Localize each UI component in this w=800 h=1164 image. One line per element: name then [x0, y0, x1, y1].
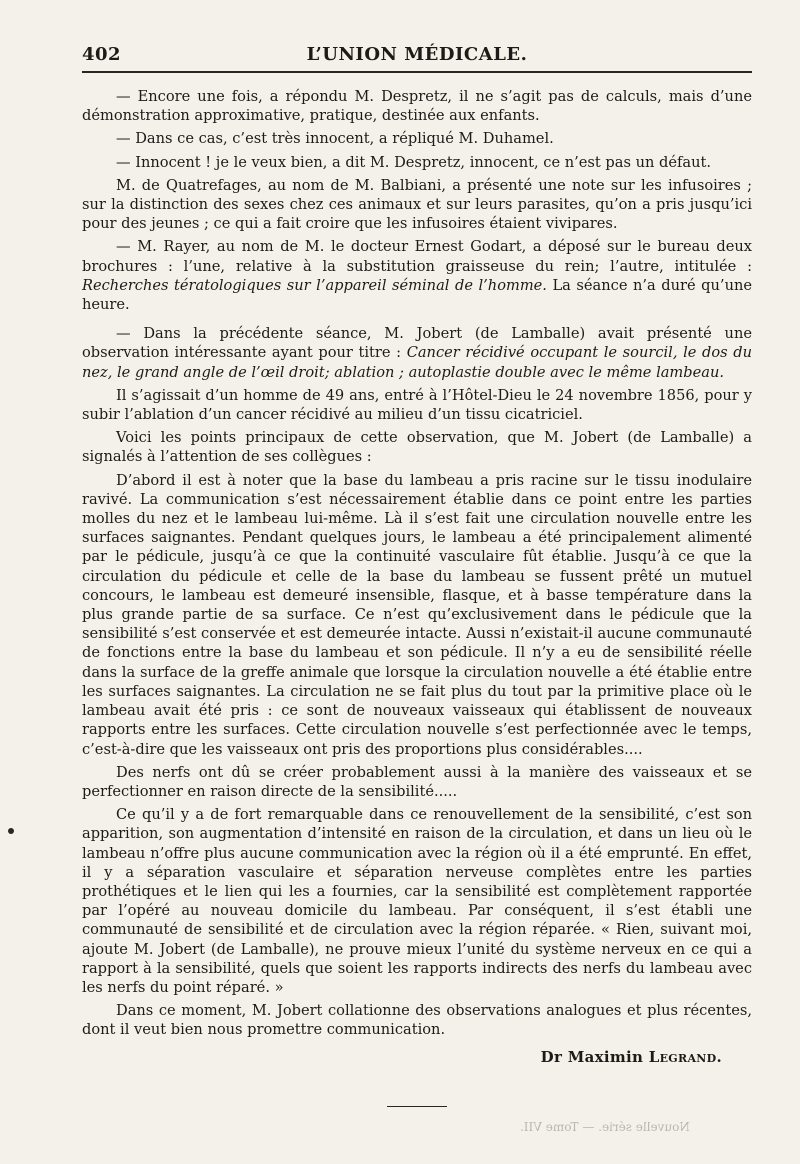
bleed-through-text: Nouvelle série. — Tome VII.: [520, 1120, 690, 1134]
page-number: 402: [82, 44, 122, 65]
paragraph: Voici les points principaux de cette observation, que M. Jobert (de Lamballe) a signalés à l’attention de ses collègues :: [82, 429, 752, 466]
author-signature: [82, 1048, 752, 1066]
paragraph: [82, 324, 752, 382]
paragraph-text: — M. Rayer, au nom de M. le docteur Ernest Godart, a déposé sur le bureau deux brochures : l’une, relative à la substitution graisseuse du rein; l’autre, intitulée :: [82, 238, 752, 275]
signature-name: Legrand.: [648, 1047, 722, 1066]
paragraph: D’abord il est à noter que la base du lambeau a pris racine sur le tissu inodulaire ravivé. La communication s’est nécessairement établie dans ce point entre les parties molles du nez et le lambeau lui-même. Là il s’est fait une circulation nouvelle entre les surfaces saignantes. Pendant quelques jours, le lambeau a été principalement alimenté par le pédicule, jusqu’à ce que la continuité vasculaire fût établie. Jusqu’à ce que la circulation du pédicule et celle de la base du lambeau se fussent prêté un mutuel concours, le lambeau est demeuré insensible, flasque, et à basse température dans la plus grande partie de sa surface. Ce n’est qu’exclusivement dans le pédicule que la sensibilité s’est conservée et est demeurée intacte. Aussi n’existait-il aucune communauté de fonctions entre la base du lambeau et son pédicule. Il n’y a eu de sensibilité réelle dans la surface de la greffe animale que lorsque la circulation nouvelle a été établie entre les surfaces saignantes. La circulation ne se fait plus du tout par la primitive place où le lambeau avait été pris : ce sont de nouveaux vaisseaux qui établissent de nouveaux rapports entre les surfaces. Cette circulation nouvelle s’est perfectionnée avec le temps, c’est-à-dire que les vaisseaux ont pris des proportions plus considérables....: [82, 471, 752, 758]
paragraph: — Encore une fois, a répondu M. Despretz, il ne s’agit pas de calculs, mais d’une démonstration approximative, pratique, destinée aux enfants.: [82, 88, 752, 125]
paragraph: — Innocent ! je le veux bien, a dit M. Despretz, innocent, ce n’est pas un défaut.: [116, 153, 712, 171]
paragraph: [82, 237, 752, 314]
signature-prefix: Dr Maximin: [540, 1047, 644, 1066]
paragraph-text: La séance n’a duré qu’une heure.: [82, 276, 752, 314]
paragraph: Des nerfs ont dû se créer probablement aussi à la manière des vaisseaux et se perfectionner en raison directe de la sensibilité.....: [82, 763, 752, 800]
end-rule: [387, 1106, 447, 1107]
paragraph: Il s’agissait d’un homme de 49 ans, entré à l’Hôtel-Dieu le 24 novembre 1856, pour y subir l’ablation d’un cancer récidivé au milieu d’un tissu cicatriciel.: [82, 386, 752, 424]
page: [82, 44, 752, 1107]
observation-title: Cancer récidivé occupant le sourcil, le dos du nez, le grand angle de l’œil droit; ablation ; autoplastie double avec le même lambeau.: [82, 344, 752, 381]
journal-title: L’UNION MÉDICALE.: [306, 44, 528, 65]
margin-ink-dot: [8, 828, 14, 834]
paragraph: M. de Quatrefages, au nom de M. Balbiani, a présenté une note sur les infusoires ; sur la distinction des sexes chez ces animaux et sur leurs parasites, qu’on a pris jusqu’ici pour des jeunes ; ce qui a fait croire que les infusoires étaient vivipares.: [82, 176, 752, 233]
paragraph: Dans ce moment, M. Jobert collationne des observations analogues et plus récentes, dont il veut bien nous promettre communication.: [82, 1002, 752, 1039]
running-header: [82, 44, 752, 73]
paragraph: — Dans ce cas, c’est très innocent, a répliqué M. Duhamel.: [116, 130, 554, 148]
book-title: Recherches tératologiques sur l’appareil séminal de l’homme.: [82, 276, 547, 294]
paragraph: Ce qu’il y a de fort remarquable dans ce renouvellement de la sensibilité, c’est son apparition, son augmentation d’intensité en raison de la circulation, et dans un lieu où le lambeau n’offre plus aucune communication avec la région où il a été emprunté. En effet, il y a séparation vasculaire et séparation nerveuse complètes entre les parties prothétiques et le lien qui les a fournies, car la sensibilité est complètement rapportée par l’opéré au nouveau domicile du lambeau. Par conséquent, il s’est établi une communauté de sensibilité et de circulation avec la région réparée. « Rien, suivant moi, ajoute M. Jobert (de Lamballe), ne prouve mieux l’unité du système nerveux en ce qui a rapport à la sensibilité, quels que soient les rapports indirects des nerfs du lambeau avec les nerfs du point réparé. »: [82, 806, 752, 996]
article-body: [82, 87, 752, 1040]
paragraph-text: — Dans la précédente séance, M. Jobert (de Lamballe) avait présenté une observation intéressante ayant pour titre :: [82, 325, 752, 362]
